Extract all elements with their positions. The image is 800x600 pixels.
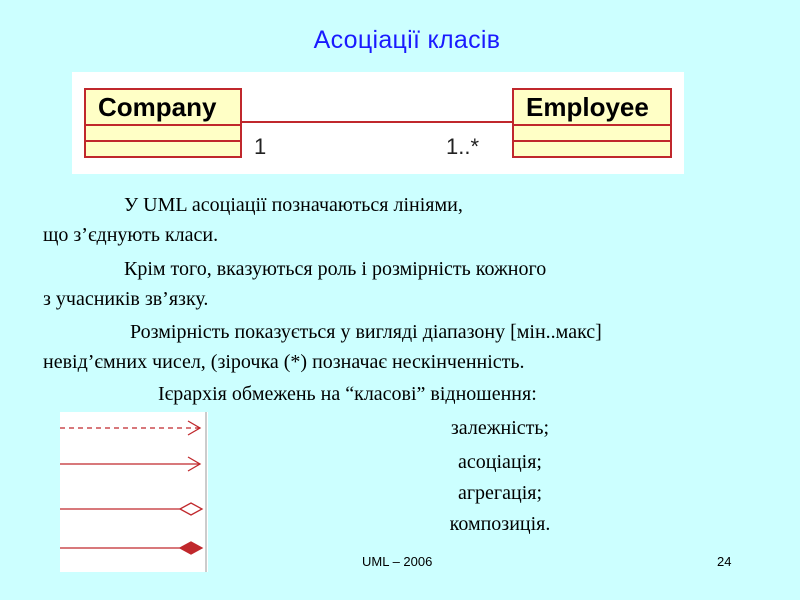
footer-label: UML – 2006 (362, 554, 433, 569)
company-attributes-section (86, 126, 240, 142)
relation-aggregation: агрегація; (457, 482, 543, 504)
relation-association: асоціація; (458, 451, 542, 473)
company-class-name: Company (86, 90, 240, 126)
relation-notation-legend (60, 412, 208, 572)
hollow-diamond-icon (60, 503, 202, 515)
employee-class-name: Employee (514, 90, 670, 126)
association-line (242, 121, 512, 123)
filled-diamond-icon (60, 542, 202, 554)
solid-arrow-icon (60, 457, 200, 471)
body-line-3: Крім того, вказуються роль і розмірність кожного (124, 258, 547, 280)
slide-title: Асоціації класів (313, 26, 501, 54)
relation-composition: композиція. (449, 513, 551, 535)
company-multiplicity: 1 (254, 134, 267, 159)
class-association-diagram (72, 72, 684, 174)
relation-dependency: залежність; (450, 417, 550, 439)
body-line-7: Ієрархія обмежень на “класові” відношення: (158, 383, 537, 405)
body-line-2: що з’єднують класи. (43, 224, 219, 246)
body-line-1: У UML асоціації позначаються лініями, (124, 194, 463, 216)
company-class-box (84, 88, 242, 158)
body-line-6: невід’ємних чисел, (зірочка (*) позначає нескінченність. (43, 351, 525, 373)
page-number: 24 (717, 554, 732, 569)
employee-class-box (512, 88, 672, 158)
body-line-5: Розмірність показується у вигляді діапазону [мін..макс] (130, 321, 602, 343)
dashed-arrow-icon (60, 421, 200, 435)
relation-notation-svg (60, 412, 208, 572)
employee-attributes-section (514, 126, 670, 142)
employee-multiplicity: 1..* (446, 134, 480, 159)
body-line-4: з учасників зв’язку. (43, 288, 209, 310)
